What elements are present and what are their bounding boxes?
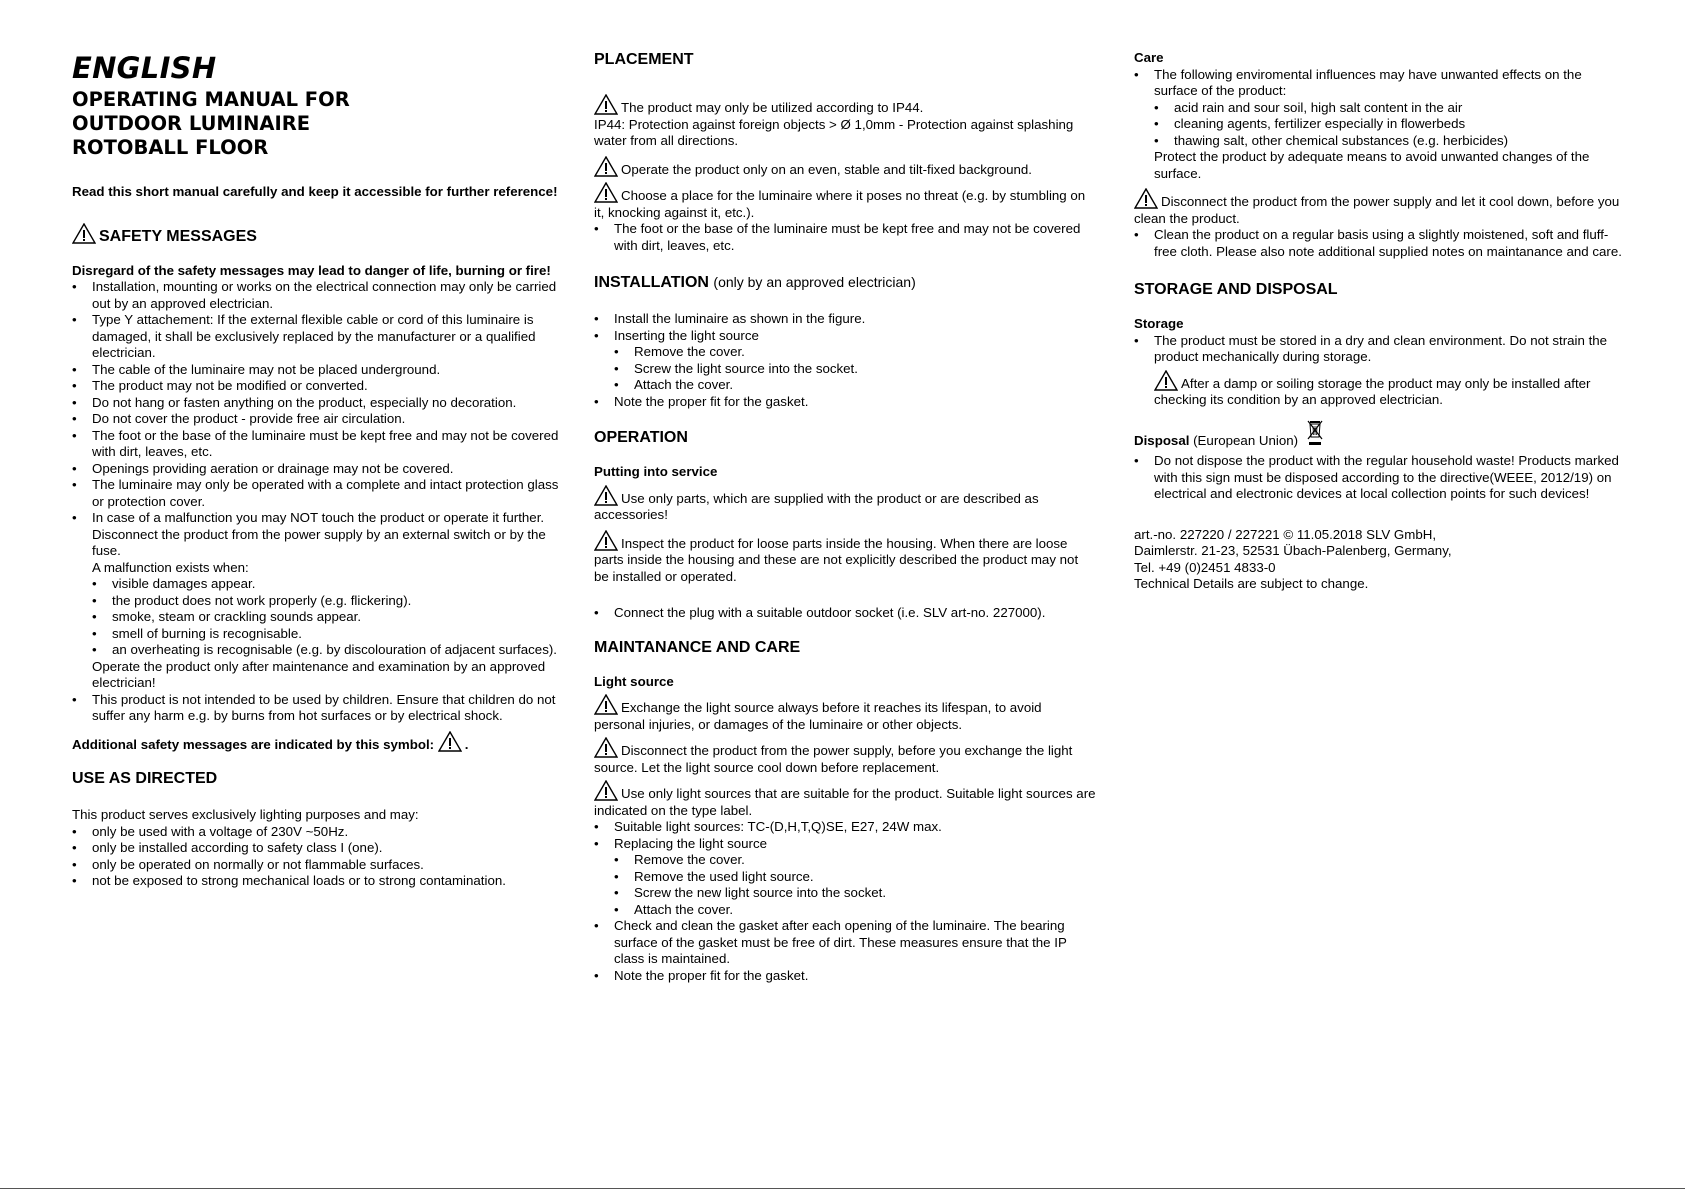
maintenance-warning-3 — [594, 780, 1096, 819]
warning-triangle-icon — [438, 731, 462, 752]
storage-list — [1134, 333, 1622, 409]
crossed-out-bin-icon — [1306, 419, 1324, 454]
storage-subheading: Storage — [1134, 316, 1184, 331]
warning-triangle-icon — [594, 737, 618, 758]
list-item-text: Replacing the light source — [614, 835, 768, 851]
list-item-text: The product must be stored in a dry and clean environment. Do not strain the product mechanically during storage. — [1154, 332, 1608, 364]
disposal-heading — [1134, 419, 1622, 454]
list-item — [1134, 333, 1622, 409]
use-list — [72, 824, 560, 890]
list-item: • Screw the light source into the socket. — [614, 361, 1096, 378]
storage-heading: STORAGE AND DISPOSAL — [1134, 281, 1338, 298]
warning-text: Choose a place for the luminaire where it poses no threat (e.g. by stumbling on it, knocking against it, etc.). — [594, 188, 1086, 220]
list-item: • Connect the plug with a suitable outdoor socket (i.e. SLV art-no. 227000). — [594, 605, 1096, 622]
care-sublist — [1154, 100, 1622, 150]
placement-warning-2 — [594, 156, 1096, 179]
warning-triangle-icon — [594, 94, 618, 115]
footer-line-3: Tel. +49 (0)2451 4833-0 — [1134, 559, 1276, 575]
maintenance-subheading: Light source — [594, 673, 674, 689]
list-item-text: The following enviromental influences may have unwanted effects on the surface of the product: — [1154, 66, 1582, 98]
operation-heading: OPERATION — [594, 429, 688, 446]
warning-triangle-icon — [1154, 370, 1178, 391]
placement-warning-1 — [594, 94, 1096, 117]
installation-heading — [594, 272, 1096, 293]
footer-line-1: art.-no. 227220 / 227221 © 11.05.2018 SLV GmbH, — [1134, 526, 1437, 542]
list-item: • acid rain and sour soil, high salt content in the air — [1154, 100, 1622, 117]
warning-triangle-icon — [594, 182, 618, 203]
list-item: • only be installed according to safety class I (one). — [72, 840, 560, 857]
warning-text: Operate the product only on an even, stable and tilt-fixed background. — [621, 161, 1032, 177]
care-heading: Care — [1134, 50, 1164, 65]
list-item: • The luminaire may only be operated with a complete and intact protection glass or protection cover. — [72, 477, 560, 510]
symbol-note — [72, 731, 560, 754]
list-item: • not be exposed to strong mechanical loads or to strong contamination. — [72, 873, 560, 890]
care-protect: Protect the product by adequate means to avoid unwanted changes of the surface. — [1154, 149, 1590, 181]
footer-line-4: Technical Details are subject to change. — [1134, 576, 1369, 591]
warning-text: After a damp or soiling storage the product may only be installed after checking its condition by an approved electrician. — [1154, 375, 1591, 407]
read-notice: Read this short manual carefully and keep it accessible for further reference! — [72, 184, 558, 199]
malfunction-exists: A malfunction exists when: — [92, 559, 249, 575]
installation-heading-text: INSTALLATION — [594, 274, 709, 291]
disposal-list — [1134, 453, 1622, 503]
list-item: • Do not dispose the product with the regular household waste! Products marked with this sign must be disposed according to the directive(WEEE, 2012/19) on electrical and electronic devices at local collection points for such devices! — [1134, 453, 1622, 503]
column-right — [1134, 50, 1622, 593]
maintenance-warning-2 — [594, 737, 1096, 776]
use-heading: USE AS DIRECTED — [72, 770, 218, 787]
list-item-text: Inserting the light source — [614, 327, 759, 343]
warning-text: Inspect the product for loose parts inside the housing. When there are loose parts inside the housing and these are not explicitly described the product may not be installed or operated. — [594, 535, 1079, 584]
operation-warning-1 — [594, 485, 1096, 524]
installation-sublist — [614, 344, 1096, 394]
list-item: • Remove the cover. — [614, 852, 1096, 869]
operation-subheading: Putting into service — [594, 464, 718, 479]
language-heading: ENGLISH — [72, 51, 217, 85]
list-item: • The foot or the base of the luminaire must be kept free and may not be covered with dirt, leaves, etc. — [72, 428, 560, 461]
column-left — [72, 50, 560, 890]
warning-triangle-icon — [1134, 188, 1158, 209]
maintenance-warning-1 — [594, 694, 1096, 733]
list-item: • Do not cover the product - provide free air circulation. — [72, 411, 560, 428]
malfunction-text: In case of a malfunction you may NOT touch the product or operate it further. Disconnect the product from the power supply by an external switch or by the fuse. — [92, 510, 546, 558]
installation-list — [594, 311, 1096, 410]
ip44-description: IP44: Protection against foreign objects > Ø 1,0mm - Protection against splashing water from all directions. — [594, 116, 1074, 148]
safety-list — [72, 279, 560, 725]
maintenance-list — [594, 819, 1096, 984]
warning-triangle-icon — [594, 530, 618, 551]
list-item: • Note the proper fit for the gasket. — [594, 968, 1096, 985]
warning-text: Exchange the light source always before it reaches its lifespan, to avoid personal injuries, or damages of the luminaire or other objects. — [594, 700, 1042, 732]
title-line-1: OPERATING MANUAL FOR — [72, 88, 350, 111]
list-item: • Do not hang or fasten anything on the product, especially no decoration. — [72, 395, 560, 412]
safety-heading — [72, 223, 560, 247]
list-item: • Attach the cover. — [614, 377, 1096, 394]
list-item: • thawing salt, other chemical substances (e.g. herbicides) — [1154, 133, 1622, 150]
list-item: • smell of burning is recognisable. — [92, 626, 560, 643]
list-item — [594, 836, 1096, 919]
symbol-note-end: . — [464, 736, 469, 752]
list-item: • Note the proper fit for the gasket. — [594, 394, 1096, 411]
list-item: • The product may not be modified or converted. — [72, 378, 560, 395]
maintenance-heading: MAINTANANCE AND CARE — [594, 638, 801, 656]
malfunction-conditions — [92, 576, 560, 659]
warning-text: Disconnect the product from the power supply and let it cool down, before you clean the product. — [1134, 194, 1620, 226]
warning-triangle-icon — [594, 694, 618, 715]
list-item: • Remove the cover. — [614, 344, 1096, 361]
warning-text: Use only parts, which are supplied with the product or are described as accessories! — [594, 490, 1039, 522]
symbol-note-text: Additional safety messages are indicated by this symbol: — [72, 736, 435, 752]
care-warning — [1134, 188, 1622, 227]
list-item: • Installation, mounting or works on the electrical connection may only be carried out by an approved electrician. — [72, 279, 560, 312]
maintenance-sublist — [614, 852, 1096, 918]
warning-text: Use only light sources that are suitable for the product. Suitable light sources are indicated on the type label. — [594, 786, 1096, 818]
list-item: • only be operated on normally or not flammable surfaces. — [72, 857, 560, 874]
title-line-2: OUTDOOR LUMINAIRE — [72, 112, 311, 135]
list-item: • Suitable light sources: TC-(D,H,T,Q)SE, E27, 24W max. — [594, 819, 1096, 836]
installation-heading-note: (only by an approved electrician) — [713, 274, 916, 290]
list-item: • the product does not work properly (e.g. flickering). — [92, 593, 560, 610]
list-item: • only be used with a voltage of 230V ~50Hz. — [72, 824, 560, 841]
placement-warning-3 — [594, 182, 1096, 221]
use-intro: This product serves exclusively lighting purposes and may: — [72, 807, 419, 822]
warning-triangle-icon — [594, 780, 618, 801]
warning-triangle-icon — [72, 223, 96, 244]
list-item: • Clean the product on a regular basis using a slightly moistened, soft and fluff-free cloth. Please also note additional supplied notes on maintanance and care. — [1134, 227, 1622, 260]
list-item: • Check and clean the gasket after each opening of the luminaire. The bearing surface of the gasket must be free of dirt. These measures ensure that the IP class is maintained. — [594, 918, 1096, 968]
placement-list — [594, 221, 1096, 254]
malfunction-after: Operate the product only after maintenance and examination by an approved electrician! — [92, 658, 546, 690]
list-item: • Install the luminaire as shown in the figure. — [594, 311, 1096, 328]
warning-text: Disconnect the product from the power supply, before you exchange the light source. Let the light source cool down before replacement. — [594, 743, 1073, 775]
warning-triangle-icon — [594, 156, 618, 177]
operation-list — [594, 605, 1096, 622]
warning-triangle-icon — [594, 485, 618, 506]
list-item — [594, 328, 1096, 394]
footer-line-2: Daimlerstr. 21-23, 52531 Übach-Palenberg, Germany, — [1134, 543, 1452, 558]
list-item: • cleaning agents, fertilizer especially in flowerbeds — [1154, 116, 1622, 133]
disposal-region: (European Union) — [1193, 432, 1299, 448]
list-item: • Remove the used light source. — [614, 869, 1096, 886]
footer-imprint — [1134, 527, 1622, 593]
safety-warning: Disregard of the safety messages may lead to danger of life, burning or fire! — [72, 262, 551, 278]
title-line-3: ROTOBALL FLOOR — [72, 136, 269, 159]
list-item: • visible damages appear. — [92, 576, 560, 593]
manual-title — [72, 88, 560, 160]
list-item — [1134, 67, 1622, 183]
page-bottom-rule — [0, 1188, 1685, 1189]
placement-heading: PLACEMENT — [594, 51, 694, 68]
care-list-2 — [1134, 227, 1622, 260]
list-item: • an overheating is recognisable (e.g. by discolouration of adjacent surfaces). — [92, 642, 560, 659]
disposal-label: Disposal — [1134, 432, 1190, 448]
list-item: • Screw the new light source into the socket. — [614, 885, 1096, 902]
list-item: • Attach the cover. — [614, 902, 1096, 919]
malfunction-item — [72, 510, 560, 692]
warning-text: The product may only be utilized according to IP44. — [621, 100, 924, 115]
column-middle — [594, 50, 1096, 984]
list-item: • The cable of the luminaire may not be placed underground. — [72, 362, 560, 379]
operation-warning-2 — [594, 530, 1096, 586]
safety-heading-text: SAFETY MESSAGES — [99, 227, 257, 245]
list-item: • Openings providing aeration or drainage may not be covered. — [72, 461, 560, 478]
list-item: • smoke, steam or crackling sounds appear. — [92, 609, 560, 626]
list-item: • Type Y attachement: If the external flexible cable or cord of this luminaire is damaged, it shall be exclusively replaced by the manufacturer or a qualified electrician. — [72, 312, 560, 362]
list-item: • This product is not intended to be used by children. Ensure that children do not suffer any harm e.g. by burns from hot surfaces or by electrical shock. — [72, 692, 560, 725]
list-item: • The foot or the base of the luminaire must be kept free and may not be covered with dirt, leaves, etc. — [594, 221, 1096, 254]
care-list — [1134, 67, 1622, 183]
